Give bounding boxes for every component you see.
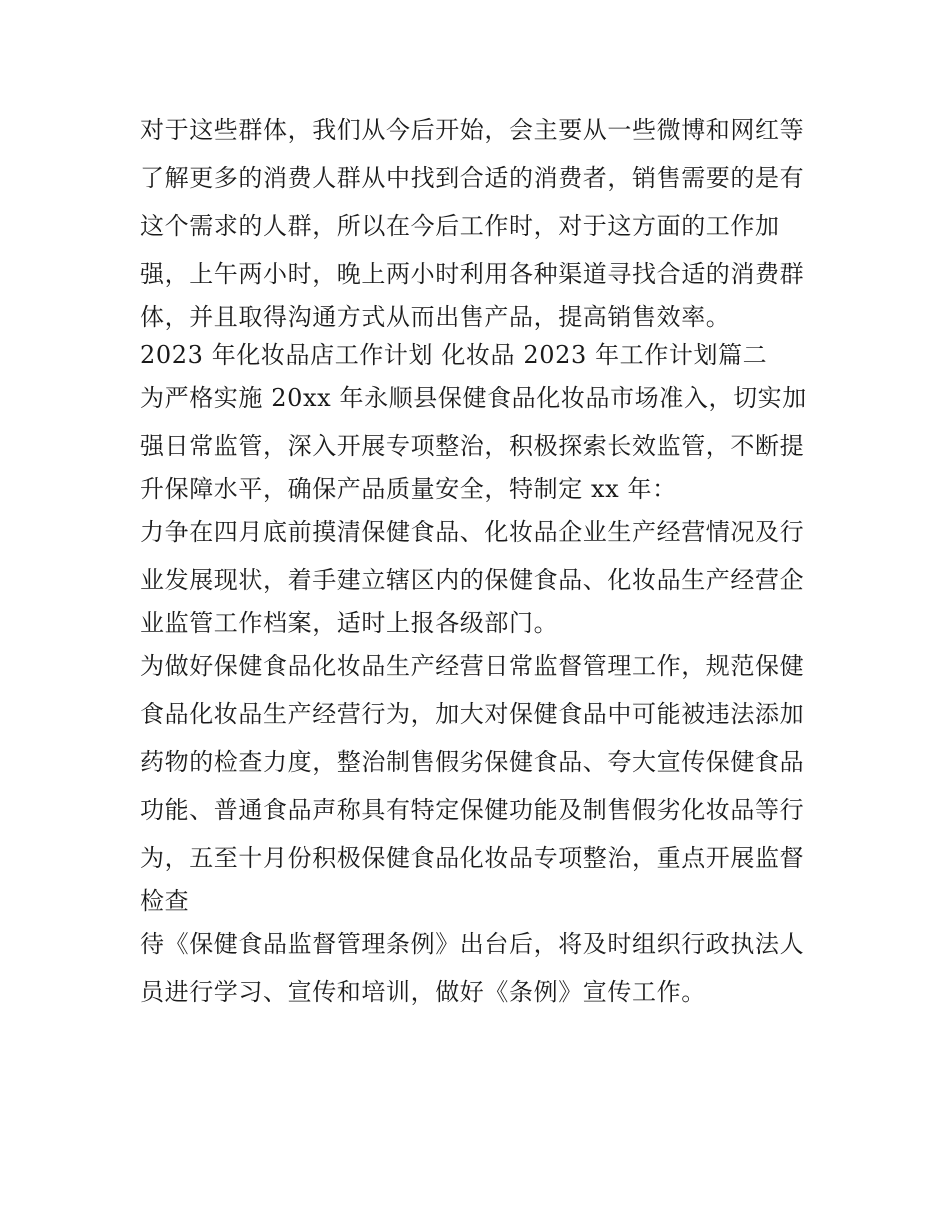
text-line: 食品化妆品生产经营行为，加大对保健食品中可能被违法添加 bbox=[140, 700, 805, 728]
text-line: 员进行学习、宣传和培训，做好《条例》宣传工作。 bbox=[140, 978, 706, 1006]
text-line: 业监管工作档案，适时上报各级部门。 bbox=[140, 609, 559, 637]
text-line: 业发展现状，着手建立辖区内的保健食品、化妆品生产经营企 bbox=[140, 566, 805, 594]
text-line: 为，五至十月份积极保健食品化妆品专项整治，重点开展监督 bbox=[140, 844, 805, 872]
text-line: 升保障水平，确保产品质量安全，特制定 xx 年： bbox=[140, 475, 677, 503]
text-line: 功能、普通食品声称具有特定保健功能及制售假劣化妆品等行 bbox=[140, 796, 805, 824]
text-line: 药物的检查力度，整治制售假劣保健食品、夸大宣传保健食品 bbox=[140, 748, 805, 776]
section-heading: 2023 年化妆品店工作计划 化妆品 2023 年工作计划篇二 bbox=[140, 341, 768, 369]
text-line: 强，上午两小时，晚上两小时利用各种渠道寻找合适的消费群 bbox=[140, 260, 805, 288]
text-line: 强日常监管，深入开展专项整治，积极探索长效监管，不断提 bbox=[140, 432, 805, 460]
text-line: 这个需求的人群，所以在今后工作时，对于这方面的工作加 bbox=[140, 212, 780, 240]
text-line: 待《保健食品监督管理条例》出台后，将及时组织行政执法人 bbox=[140, 930, 805, 958]
text-line: 了解更多的消费人群从中找到合适的消费者，销售需要的是有 bbox=[140, 164, 805, 192]
text-line: 检查 bbox=[140, 887, 190, 915]
text-line: 为严格实施 20xx 年永顺县保健食品化妆品市场准入，切实加 bbox=[140, 384, 807, 412]
text-line: 体，并且取得沟通方式从而出售产品，提高销售效率。 bbox=[140, 303, 731, 331]
text-line: 为做好保健食品化妆品生产经营日常监督管理工作，规范保健 bbox=[140, 652, 805, 680]
text-line: 力争在四月底前摸清保健食品、化妆品企业生产经营情况及行 bbox=[140, 518, 805, 546]
document-body bbox=[140, 106, 820, 1016]
text-line: 对于这些群体，我们从今后开始，会主要从一些微博和网红等 bbox=[140, 116, 805, 144]
